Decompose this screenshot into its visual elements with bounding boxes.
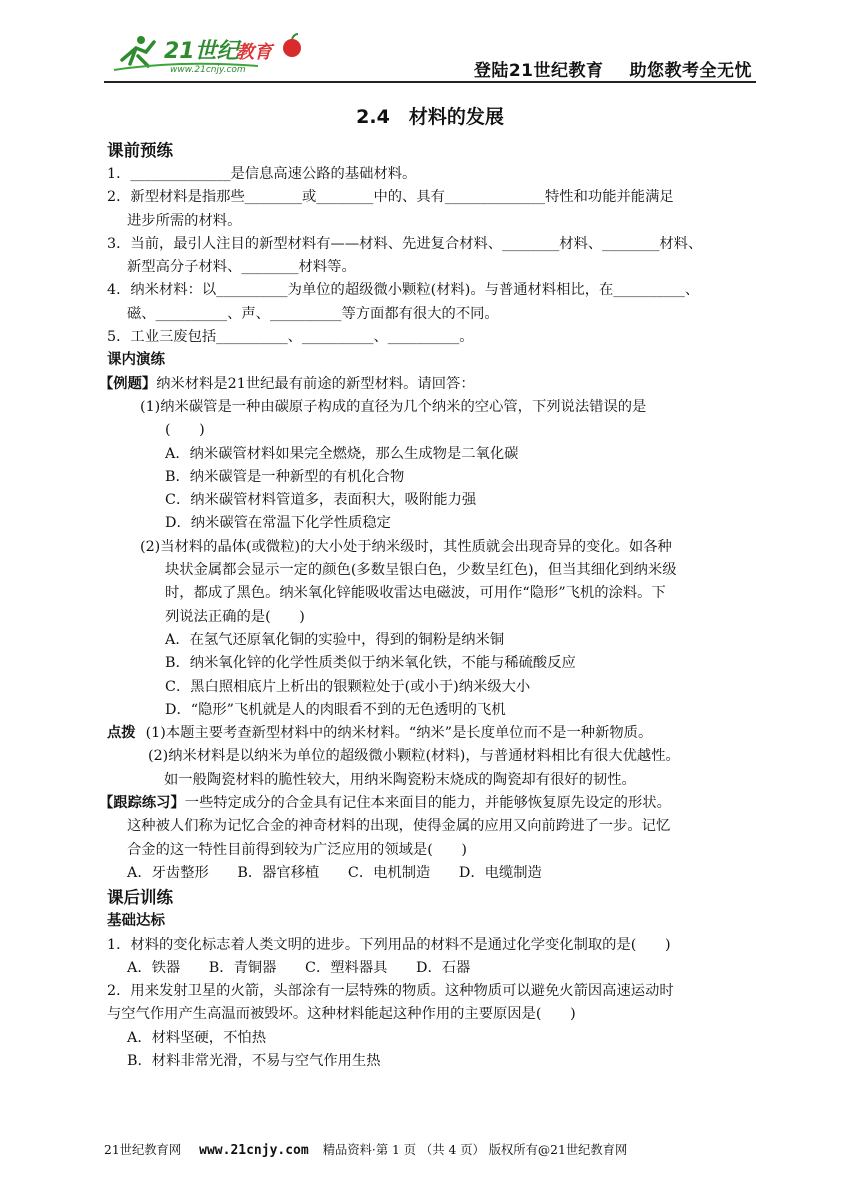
example-q2-line: 时，都成了黑色。纳米氧化锌能吸收雷达电磁波，可用作“隐形”飞机的涂料。下 bbox=[165, 585, 666, 602]
svg-text:www.21cnjy.com: www.21cnjy.com bbox=[170, 65, 246, 75]
example-q1-paren: ( ) bbox=[165, 422, 205, 439]
section-heading-after: 课后训练 bbox=[107, 888, 173, 908]
option-item: C．电机制造 bbox=[347, 864, 431, 881]
followup-label: 【跟踪练习】 bbox=[99, 795, 185, 812]
preview-line: 1．______________是信息高速公路的基础材料。 bbox=[107, 166, 417, 182]
option-item: D．石器 bbox=[416, 959, 471, 976]
basic-q1-options bbox=[107, 957, 757, 980]
followup-line: 合金的这一特性目前得到较为广泛应用的领域是( ) bbox=[127, 841, 467, 858]
example-intro bbox=[99, 373, 757, 396]
example-q2-line: (2)当材料的晶体(或微粒)的大小处于纳米级时，其性质就会出现奇异的变化。如各种 bbox=[140, 538, 672, 555]
preview-line: 2．新型材料是指那些________或________中的、具有______________特性和功能并能满足 bbox=[107, 189, 674, 206]
example-q1: (1)纳米碳管是一种由碳原子构成的直径为几个纳米的空心管，下列说法错误的是 bbox=[140, 398, 647, 415]
preview-line: 5．工业三废包括__________、__________、__________。 bbox=[107, 329, 474, 346]
footer-left: 21世纪教育网 bbox=[104, 1143, 182, 1157]
example-q2-line: 块状金属都会显示一定的颜色(多数呈银白色，少数呈红色)，但当其细化到纳米级 bbox=[165, 562, 677, 579]
preview-line: 进步所需的材料。 bbox=[127, 212, 242, 229]
option-item: B．纳米碳管是一种新型的有机化合物 bbox=[165, 468, 405, 485]
section-heading-basic: 基础达标 bbox=[107, 913, 165, 930]
option-item: A．纳米碳管材料如果完全燃烧，那么生成物是二氧化碳 bbox=[165, 445, 519, 462]
preview-line: 磁、__________、声、__________等方面都有很大的不同。 bbox=[127, 305, 499, 322]
footer-site: www.21cnjy.com bbox=[199, 1143, 309, 1158]
tip-label: 点拨 bbox=[107, 725, 136, 742]
logo-21cnjy bbox=[108, 30, 308, 76]
example-intro-text: 纳米材料是21世纪最有前途的新型材料。请回答： bbox=[156, 375, 475, 392]
basic-q2-line: 2．用来发射卫星的火箭，头部涂有一层特殊的物质。这种物质可以避免火箭因高速运动时 bbox=[107, 983, 674, 1000]
example-label: 【例题】 bbox=[99, 375, 157, 392]
footer-right: 精品资料·第 1 页 （共 4 页） 版权所有@21世纪教育网 bbox=[322, 1143, 628, 1157]
option-item: B．材料非常光滑，不易与空气作用生热 bbox=[127, 1052, 381, 1069]
followup-text: 一些特定成分的合金具有记住本来面目的能力，并能够恢复原先设定的形状。 bbox=[184, 795, 671, 812]
tip-text: (1)本题主要考查新型材料中的纳米材料。“纳米”是长度单位而不是一种新物质。 bbox=[145, 725, 653, 742]
tip-line bbox=[107, 722, 757, 745]
followup-line bbox=[99, 792, 757, 815]
svg-text:教育: 教育 bbox=[236, 42, 272, 63]
preview-line: 新型高分子材料、________材料等。 bbox=[127, 259, 356, 276]
document-body bbox=[99, 138, 757, 1073]
header-slogan bbox=[474, 56, 752, 81]
followup-line: 这种被人们称为记忆合金的神奇材料的出现，使得金属的应用又向前跨进了一步。记忆 bbox=[127, 818, 671, 835]
option-item: B．纳米氧化锌的化学性质类似于纳米氧化铁，不能与稀硫酸反应 bbox=[165, 655, 576, 672]
option-item: B．青铜器 bbox=[208, 959, 277, 976]
option-item: A．材料坚硬，不怕热 bbox=[127, 1029, 266, 1046]
preview-line: 4．纳米材料：以__________为单位的超级微小颗粒(材料)。与普通材料相比，在__________、 bbox=[107, 282, 700, 299]
header-divider bbox=[104, 81, 756, 83]
option-item: A．在氢气还原氧化铜的实验中，得到的铜粉是纳米铜 bbox=[165, 631, 505, 648]
page-footer bbox=[104, 1140, 756, 1158]
option-item: D．“隐形”飞机就是人的肉眼看不到的无色透明的飞机 bbox=[165, 701, 506, 718]
basic-q1: 1．材料的变化标志着人类文明的进步。下列用品的材料不是通过化学变化制取的是( ) bbox=[107, 936, 671, 953]
section-heading-inclass: 课内演练 bbox=[107, 352, 165, 369]
tip-line: 如一般陶瓷材料的脆性较大，用纳米陶瓷粉末烧成的陶瓷却有很好的韧性。 bbox=[164, 771, 636, 788]
option-item: D．电缆制造 bbox=[458, 864, 542, 881]
example-q2-line: 列说法正确的是( ) bbox=[165, 608, 305, 625]
option-item: D．纳米碳管在常温下化学性质稳定 bbox=[165, 515, 391, 532]
preview-line: 3．当前，最引人注目的新型材料有——材料、先进复合材料、________材料、________材料、 bbox=[107, 235, 703, 252]
section-heading-preview: 课前预练 bbox=[107, 141, 173, 160]
option-item: A．铁器 bbox=[127, 959, 181, 976]
option-item: C．黑白照相底片上析出的银颗粒处于(或小于)纳米级大小 bbox=[165, 678, 531, 695]
basic-q2-line: 与空气作用产生高温而被毁坏。这种材料能起这种作用的主要原因是( ) bbox=[107, 1006, 576, 1023]
option-item: B．器官移植 bbox=[237, 864, 320, 881]
option-item: C．塑料器具 bbox=[305, 959, 388, 976]
page-title: 2.4 材料的发展 bbox=[356, 106, 504, 128]
svg-text:21世纪: 21世纪 bbox=[164, 39, 239, 64]
slogan-left: 登陆21世纪教育 bbox=[473, 61, 604, 81]
page-header bbox=[104, 30, 756, 80]
option-item: C．纳米碳管材料管道多，表面积大，吸附能力强 bbox=[165, 492, 477, 509]
followup-options bbox=[107, 862, 757, 885]
option-item: A．牙齿整形 bbox=[127, 864, 209, 881]
tip-line: (2)纳米材料是以纳米为单位的超级微小颗粒(材料)，与普通材料相比有很大优越性。 bbox=[148, 748, 680, 765]
slogan-right: 助您教考全无忧 bbox=[629, 61, 752, 81]
